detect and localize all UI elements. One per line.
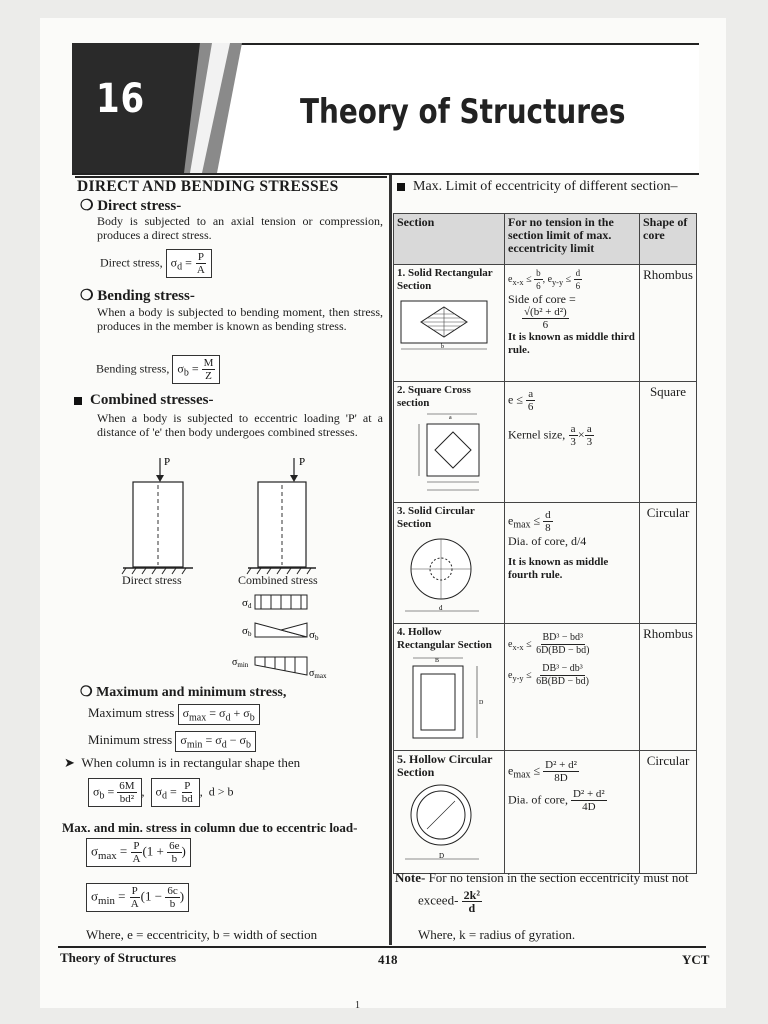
column-divider bbox=[389, 175, 392, 945]
row4-shape: Rhombus bbox=[640, 624, 697, 751]
fig-caption-combined: Combined stress bbox=[238, 573, 318, 587]
row3-note: It is known as middle fourth rule. bbox=[508, 556, 609, 581]
direct-stress-text: Body is subjected to an axial tension or compression, produces a direct stress. bbox=[97, 214, 383, 242]
footer-rule bbox=[58, 946, 706, 948]
eccentric-min-formula: $\sigma_{min}$ = $\frac{P}{A}$ (1 − $\frac{6c}{b}$ ) bbox=[86, 883, 189, 912]
footer-publisher: YCT bbox=[682, 952, 710, 967]
section-title: DIRECT AND BENDING STRESSES bbox=[77, 178, 339, 195]
fig-caption-direct: Direct stress bbox=[122, 573, 182, 587]
rect-shape-text: ➤ When column is in rectangular shape then bbox=[64, 755, 301, 770]
svg-text:a: a bbox=[449, 415, 452, 421]
hollow-rect-section-icon bbox=[397, 652, 493, 744]
chapter-number: 16 bbox=[96, 76, 146, 122]
hollow-circle-section-icon bbox=[397, 779, 493, 867]
rect-stress-formulas: $\sigma_b$ = $\frac{6M}{\text{bd²}}$ , $\sigma_d$ = $\frac{P}{bd}$ , d > b bbox=[88, 778, 234, 807]
svg-text:b: b bbox=[441, 344, 444, 350]
stress-distribution-diagrams bbox=[228, 585, 338, 685]
scan-page-mark: 1 bbox=[355, 1000, 360, 1011]
svg-text:σd: σd bbox=[242, 597, 252, 610]
eccentric-heading: Max. and min. stress in column due to eccentric load- bbox=[62, 820, 358, 835]
note-exceed: exceed- $\frac{\text{2k²}}{d}$ bbox=[418, 888, 480, 915]
th-section: Section bbox=[394, 214, 505, 265]
row1-shape: Rhombus bbox=[640, 265, 697, 382]
row3-section: 3. Solid Circular Section bbox=[397, 505, 475, 530]
svg-text:P: P bbox=[299, 456, 306, 468]
direct-stress-formula: Direct stress, $\sigma_d$ = $\frac{P}{A}$ bbox=[100, 249, 212, 278]
row5-shape: Circular bbox=[640, 751, 697, 874]
max-stress-formula: Maximum stress $\sigma_{max} = \sigma_d + \sigma_b$ bbox=[88, 704, 260, 725]
bending-stress-formula: Bending stress, $\sigma_b$ = $\frac{M}{Z}$ bbox=[96, 355, 220, 384]
table-row: 2. Square Cross section a e ≤ $\frac{a}{6}$ Kernel size, $\frac{a}{3}$ × $\frac{a}{3}$ Square bbox=[394, 382, 697, 503]
svg-text:d: d bbox=[439, 604, 443, 612]
eccentric-where: Where, e = eccentricity, b = width of section bbox=[86, 927, 318, 942]
row2-shape: Square bbox=[640, 382, 697, 503]
combined-stress-text: When a body is subjected to eccentric loading 'P' at a distance of 'e' then body undergoes combined stresses. bbox=[97, 411, 383, 439]
table-row: 1. Solid Rectangular Section b $e_{x-x}$ ≤ $\frac{b}{6}$ , $e_{y-y}$ ≤ $\frac{d}{6}$ Side of core = $\frac{\text{√(b² + d²)}}{6}$ It is known as middle third rule. Rhombus bbox=[394, 265, 697, 382]
table-row: 4. Hollow Rectangular Section B D $e_{x-x}$ ≤ $\frac{\text{BD³ − bd³}}{6D(BD - bd)}$ $e_{y-y}$ ≤ $\frac{\text{DB³ − db³}}{6B(BD - bd)}$ Rhombus bbox=[394, 624, 697, 751]
eccentricity-table bbox=[393, 213, 697, 874]
table-row: 3. Solid Circular Section d $e_{max}$ ≤ $\frac{d}{8}$ Dia. of core, d/4 It is known as middle fourth rule. Circular bbox=[394, 503, 697, 624]
row4-section: 4. Hollow Rectangular Section bbox=[397, 626, 492, 651]
combined-stress-heading: Combined stresses- bbox=[74, 392, 213, 409]
column-figures bbox=[110, 455, 350, 585]
footer-book-title: Theory of Structures bbox=[60, 950, 177, 965]
row2-section: 2. Square Cross section bbox=[397, 384, 471, 409]
row1-note: It is known as middle third rule. bbox=[508, 331, 635, 356]
square-section-icon bbox=[397, 410, 493, 496]
note-line: Note- For no tension in the section eccentricity must not bbox=[395, 870, 689, 885]
direct-stress-heading: ❍ Direct stress- bbox=[80, 198, 182, 214]
svg-text:D: D bbox=[479, 700, 484, 706]
solid-circle-section-icon bbox=[397, 531, 493, 617]
th-limit: For no tension in the section limit of max. eccentricity limit bbox=[505, 214, 640, 265]
svg-text:σb: σb bbox=[242, 625, 252, 638]
chapter-title: Theory of Structures bbox=[300, 92, 626, 132]
page-number: 418 bbox=[378, 952, 398, 967]
row1-section: 1. Solid Rectangular Section bbox=[397, 267, 493, 292]
row5-section: 5. Hollow Circular Section bbox=[397, 752, 493, 779]
table-row: 5. Hollow Circular Section D $e_{max}$ ≤ $\frac{\text{D² + d²}}{8D}$ Dia. of core, $\frac{\text{D² + d²}}{4D}$ Circular bbox=[394, 751, 697, 874]
th-core: Shape of core bbox=[640, 214, 697, 265]
eccentric-max-formula: $\sigma_{max}$ = $\frac{P}{A}$ (1 + $\frac{6e}{b}$ ) bbox=[86, 838, 191, 867]
eccentricity-heading: Max. Limit of eccentricity of different section– bbox=[397, 178, 699, 195]
svg-text:B: B bbox=[435, 658, 440, 664]
svg-text:P: P bbox=[164, 456, 171, 468]
min-stress-formula: Minimum stress $\sigma_{min} = \sigma_d - \sigma_b$ bbox=[88, 731, 256, 752]
maxmin-heading: ❍ Maximum and minimum stress, bbox=[80, 685, 287, 700]
bending-stress-heading: ❍ Bending stress- bbox=[80, 288, 195, 304]
svg-text:σb: σb bbox=[309, 629, 319, 642]
svg-text:D: D bbox=[439, 852, 445, 860]
bending-stress-text: When a body is subjected to bending moment, then stress, produces in the member is known as bending stress. bbox=[97, 305, 383, 333]
svg-text:σmin: $\sigma_{min}$ bbox=[232, 657, 249, 669]
row3-shape: Circular bbox=[640, 503, 697, 624]
solid-rect-section-icon bbox=[397, 293, 493, 353]
note-where: Where, k = radius of gyration. bbox=[418, 927, 576, 942]
svg-text:σmax: $\sigma_{max}$ bbox=[309, 668, 327, 680]
